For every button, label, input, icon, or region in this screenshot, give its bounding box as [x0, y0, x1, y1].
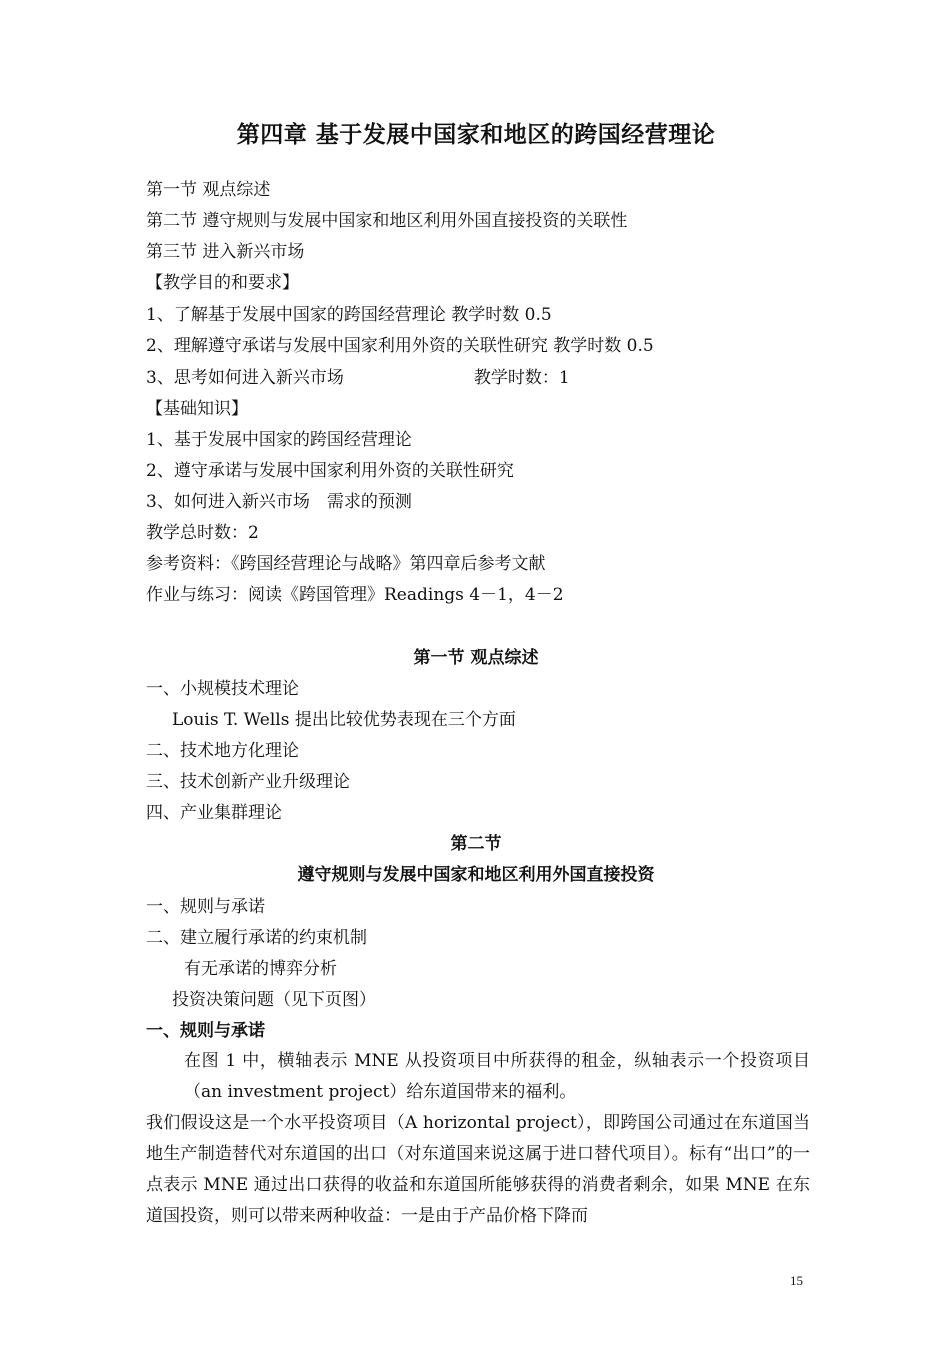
section2-item: 一、规则与承诺: [146, 897, 265, 917]
section2-subheading: 遵守规则与发展中国家和地区利用外国直接投资: [297, 865, 655, 885]
section2-item: 有无承诺的博弈分析: [184, 959, 337, 979]
section2-item: 二、建立履行承诺的约束机制: [146, 928, 367, 948]
references: 参考资料：《跨国经营理论与战略》第四章后参考文献: [146, 554, 546, 574]
section-list-item: 第二节 遵守规则与发展中国家和地区利用外国直接投资的关联性: [146, 211, 628, 231]
section1-item: Louis T. Wells 提出比较优势表现在三个方面: [172, 710, 516, 730]
objective-item: 1、了解基于发展中国家的跨国经营理论 教学时数 0.5: [146, 305, 552, 325]
section1-item: 四、产业集群理论: [146, 803, 282, 823]
objective-hours: 教学时数：1: [473, 368, 570, 388]
basics-item: 1、基于发展中国家的跨国经营理论: [146, 430, 412, 450]
basics-item: 3、如何进入新兴市场 需求的预测: [146, 492, 412, 512]
objective-text: 3、思考如何进入新兴市场: [146, 368, 344, 388]
page-number: 15: [790, 1273, 803, 1288]
objective-item: 2、理解遵守承诺与发展中国家利用外资的关联性研究 教学时数 0.5: [146, 336, 654, 356]
section1-heading: 第一节 观点综述: [413, 648, 539, 668]
section-list-item: 第三节 进入新兴市场: [146, 242, 305, 262]
paragraph-text: 我们假设这是一个水平投资项目（A horizontal project），即跨国公司通过在东道国当地生产制造替代对东道国的出口（对东道国来说这属于进口替代项目）。标有“出口”的一点表示 MNE 通过出口获得的收益和东道国所能够获得的消费者剩余，如果 MNE 在东道国投资，则可以带来两种收益：一是由于产品价格下降而: [146, 1113, 810, 1226]
objectives-heading: 【教学目的和要求】: [146, 273, 299, 293]
chapter-title: 第四章 基于发展中国家和地区的跨国经营理论: [236, 121, 716, 148]
paragraph: [146, 1046, 810, 1108]
objective-item: [146, 367, 570, 389]
section1-item: 二、技术地方化理论: [146, 741, 299, 761]
homework: 作业与练习：阅读《跨国管理》Readings 4－1，4－2: [146, 585, 564, 605]
paragraph: [146, 1108, 810, 1232]
section-list-item: 第一节 观点综述: [146, 180, 271, 200]
basics-item: 2、遵守承诺与发展中国家利用外资的关联性研究: [146, 461, 514, 481]
total-hours: 教学总时数：2: [146, 523, 259, 543]
basics-heading: 【基础知识】: [146, 399, 248, 419]
section1-item: 三、技术创新产业升级理论: [146, 772, 350, 792]
section2-bold-heading: 一、规则与承诺: [146, 1021, 265, 1041]
paragraph-text: 在图 1 中，横轴表示 MNE 从投资项目中所获得的租金，纵轴表示一个投资项目（an investment project）给东道国带来的福利。: [184, 1051, 810, 1102]
section2-heading: 第二节: [450, 834, 502, 854]
section1-item: 一、小规模技术理论: [146, 679, 299, 699]
section2-item: 投资决策问题（见下页图）: [172, 990, 376, 1010]
